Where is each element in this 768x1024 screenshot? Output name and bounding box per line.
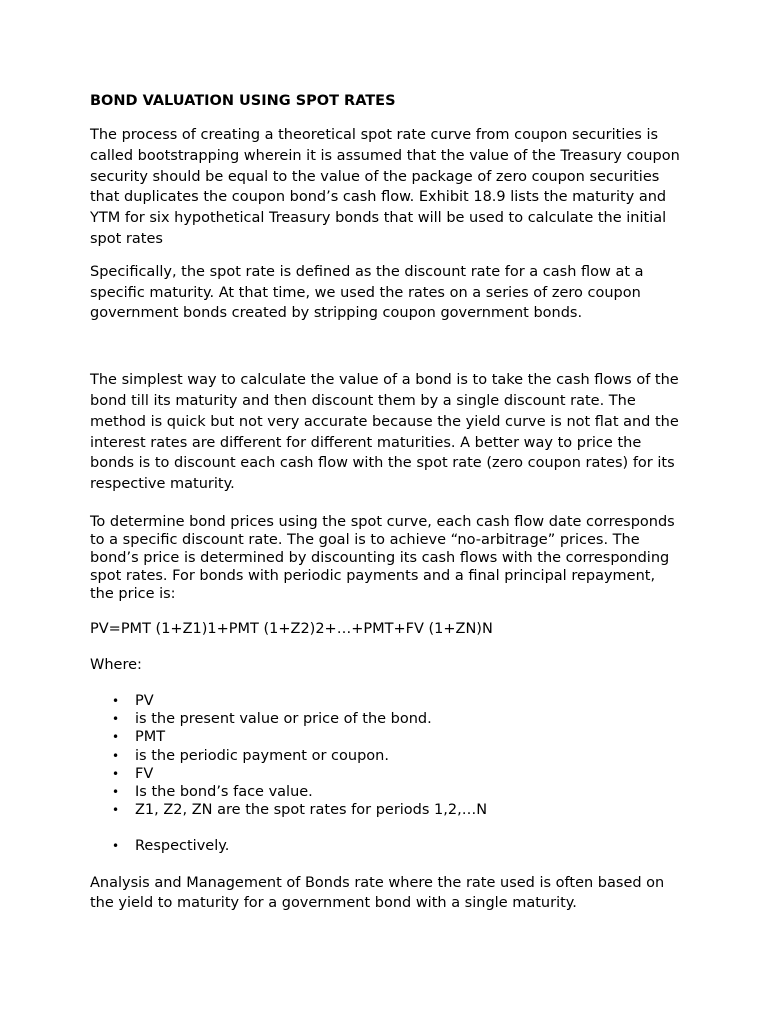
paragraph-simplest-way: The simplest way to calculate the value of a bond is to take the cash flows of the bond till its maturity and then discount them by a single discount rate. The method is quick but not very accurate because the yield curve is not flat and the interest rates are different for different maturities. A better way to price the bonds is to discount each cash flow with the spot rate (zero coupon rates) for its respective maturity. (90, 372, 679, 493)
list-item (90, 783, 680, 801)
trailing-list (90, 837, 680, 855)
list-item (90, 747, 680, 765)
definitions-list (90, 692, 680, 819)
list-item-text: is the periodic payment or coupon. (135, 747, 389, 764)
bullet-icon: • (112, 784, 120, 799)
list-item-text: Is the bond’s face value. (135, 783, 313, 800)
bullet-icon: • (112, 748, 120, 763)
bullet-icon: • (112, 693, 120, 708)
document-title: BOND VALUATION USING SPOT RATES (90, 93, 396, 109)
bullet-icon: • (112, 803, 120, 818)
bullet-icon: • (112, 839, 120, 854)
list-item (90, 728, 680, 746)
list-item (90, 692, 680, 710)
list-item-text: is the present value or price of the bond. (135, 711, 432, 728)
list-item-text: PV (135, 692, 154, 709)
pricing-formula: PV=PMT (1+Z1)1+PMT (1+Z2)2+…+PMT+FV (1+ZN)N (90, 620, 493, 637)
list-item (90, 801, 680, 819)
list-item (90, 837, 680, 855)
list-item-text: FV (135, 765, 154, 782)
document-page (90, 91, 680, 914)
paragraph-bootstrapping: The process of creating a theoretical spot rate curve from coupon securities is called bootstrapping wherein it is assumed that the value of the Treasury coupon security should be equal to the value of the package of zero coupon securities that duplicates the coupon bond’s cash flow. Exhibit 18.9 lists the maturity and YTM for six hypothetical Treasury bonds that will be used to calculate the initial spot rates (90, 127, 680, 247)
list-item (90, 710, 680, 728)
bullet-icon: • (112, 712, 120, 727)
paragraph-spot-curve-pricing: To determine bond prices using the spot curve, each cash flow date corresponds to a specific discount rate. The goal is to achieve “no-arbitrage” prices. The bond’s price is determined by discounting its cash flows with the corresponding spot rates. For bonds with periodic payments and a final principal repayment, the price is: (90, 513, 675, 602)
where-label: Where: (90, 656, 142, 673)
list-item-text: Respectively. (135, 838, 230, 855)
paragraph-closing: Analysis and Management of Bonds rate where the rate used is often based on the yield to maturity for a government bond with a single maturity. (90, 874, 665, 912)
paragraph-spot-rate-definition: Specifically, the spot rate is defined as the discount rate for a cash flow at a specific maturity. At that time, we used the rates on a series of zero coupon government bonds created by stripping coupon government bonds. (90, 263, 644, 322)
bullet-icon: • (112, 730, 120, 745)
list-item (90, 765, 680, 783)
list-item-text: Z1, Z2, ZN are the spot rates for periods 1,2,…N (135, 802, 488, 819)
bullet-icon: • (112, 766, 120, 781)
list-item-text: PMT (135, 729, 166, 746)
